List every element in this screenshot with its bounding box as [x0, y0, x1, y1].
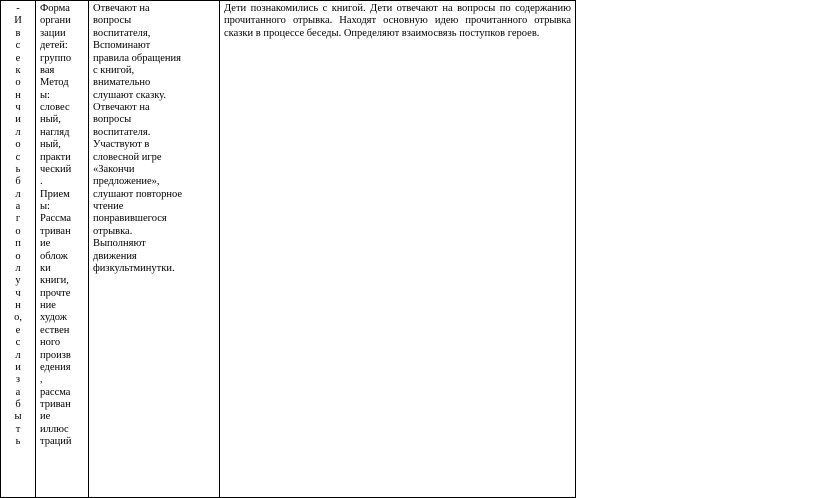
- activity-line: с книгой,: [93, 64, 135, 76]
- marker-char: н: [15, 89, 21, 101]
- marker-char: ч: [15, 102, 21, 113]
- forms-line: ,: [40, 374, 43, 386]
- marker-char: б: [15, 176, 21, 188]
- forms-line: органи: [40, 15, 71, 27]
- activity-line: Отвечают на: [93, 3, 150, 14]
- table-cell-forms-methods: [36, 1, 89, 498]
- marker-char: ь: [15, 436, 21, 448]
- activity-line: словесной игре: [93, 151, 162, 163]
- marker-char: с: [15, 337, 21, 349]
- forms-line: зации: [40, 27, 66, 39]
- activity-line: «Закончи: [93, 163, 135, 175]
- activity-line: Участвуют в: [93, 139, 150, 151]
- marker-char: л: [15, 349, 21, 361]
- marker-char: с: [15, 40, 21, 52]
- forms-line: детей:: [40, 40, 68, 52]
- activity-line: слушают повторное: [93, 188, 182, 200]
- activity-line: воспитателя,: [93, 27, 151, 39]
- marker-char: о: [15, 250, 21, 262]
- marker-char: а: [15, 386, 21, 398]
- marker-char: ч: [15, 287, 21, 299]
- marker-char: к: [15, 64, 21, 76]
- forms-line: триван: [40, 225, 71, 237]
- activity-line: Вспоминают: [93, 40, 151, 52]
- forms-line: ный,: [40, 139, 61, 151]
- forms-line: ы:: [40, 201, 50, 212]
- marker-char: б: [15, 399, 21, 410]
- forms-line: ческий: [40, 163, 72, 175]
- forms-line: произв: [40, 349, 71, 361]
- forms-line: облож: [40, 250, 68, 262]
- table-cell-results: Дети познакомились с книгой. Дети отвечают на вопросы по содержанию прочитанного отрывка. Находят основную идею прочитанного отрывка сказки в процессе беседы. Определяют взаимосвязь поступков героев.: [220, 1, 576, 498]
- marker-char: с: [15, 151, 21, 163]
- forms-line: ие: [40, 238, 51, 250]
- activity-line: вопросы: [93, 15, 132, 27]
- activity-line: Выполняют: [93, 238, 146, 250]
- forms-line: ного: [40, 337, 61, 349]
- activity-line: внимательно: [93, 77, 151, 89]
- forms-line: прочте: [40, 287, 71, 299]
- table-row: [1, 1, 576, 498]
- marker-char: г: [15, 213, 21, 225]
- table-body: [1, 1, 576, 498]
- marker-char: о: [15, 225, 21, 237]
- activity-line: физкультминутки.: [93, 262, 175, 274]
- marker-char: т: [15, 423, 21, 435]
- marker-char: л: [15, 188, 21, 200]
- forms-line: ки: [40, 262, 51, 274]
- marker-char: в: [15, 27, 21, 39]
- marker-char: о,: [14, 312, 22, 324]
- table-cell-children-activity: [89, 1, 220, 498]
- activity-line: воспитателя.: [93, 126, 151, 138]
- marker-char: е: [15, 324, 21, 336]
- forms-line: ие: [40, 411, 51, 423]
- marker-char: а: [15, 201, 21, 212]
- forms-line: ный,: [40, 114, 61, 126]
- activity-line: чтение: [93, 201, 124, 212]
- forms-line: Прием: [40, 188, 70, 200]
- forms-line: худож: [40, 312, 68, 324]
- forms-line: рассма: [40, 386, 71, 398]
- forms-line: траций: [40, 436, 72, 448]
- forms-line: нагляд: [40, 126, 70, 138]
- marker-char: е: [15, 52, 21, 64]
- forms-line: ы:: [40, 89, 50, 101]
- forms-line: едения: [40, 361, 71, 373]
- forms-line: книги,: [40, 275, 69, 287]
- forms-line: Форма: [40, 3, 70, 14]
- activity-line: слушают сказку.: [93, 89, 167, 101]
- table-cell-marker-column: [1, 1, 36, 498]
- marker-char: -: [16, 3, 20, 14]
- forms-line: триван: [40, 399, 71, 410]
- forms-line: иллюс: [40, 423, 69, 435]
- forms-line: словес: [40, 102, 70, 113]
- activity-line: движения: [93, 250, 137, 262]
- forms-line: вая: [40, 64, 55, 76]
- marker-char: о: [15, 139, 21, 151]
- marker-char: ь: [15, 163, 21, 175]
- forms-line: практи: [40, 151, 71, 163]
- marker-char: у: [15, 275, 21, 287]
- forms-line: группо: [40, 52, 72, 64]
- marker-char: И: [14, 15, 22, 27]
- forms-line: Рассма: [40, 213, 72, 225]
- marker-char: л: [15, 262, 21, 274]
- forms-line: .: [40, 176, 43, 188]
- activity-line: Отвечают на: [93, 102, 150, 113]
- activity-line: предложение»,: [93, 176, 160, 188]
- activity-line: правила обращения: [93, 52, 181, 64]
- activity-line: вопросы: [93, 114, 132, 126]
- forms-line: ествен: [40, 324, 70, 336]
- marker-char: и: [15, 114, 21, 126]
- marker-char: з: [15, 374, 21, 386]
- marker-char: н: [15, 300, 21, 311]
- forms-line: ние: [40, 300, 56, 311]
- forms-line: Метод: [40, 77, 69, 89]
- activity-line: отрывка.: [93, 225, 133, 237]
- marker-char: п: [15, 238, 21, 250]
- marker-char: о: [15, 77, 21, 89]
- marker-char: и: [15, 361, 21, 373]
- marker-char: л: [15, 126, 21, 138]
- marker-char: ы: [14, 411, 22, 423]
- activity-line: понравившегося: [93, 213, 167, 225]
